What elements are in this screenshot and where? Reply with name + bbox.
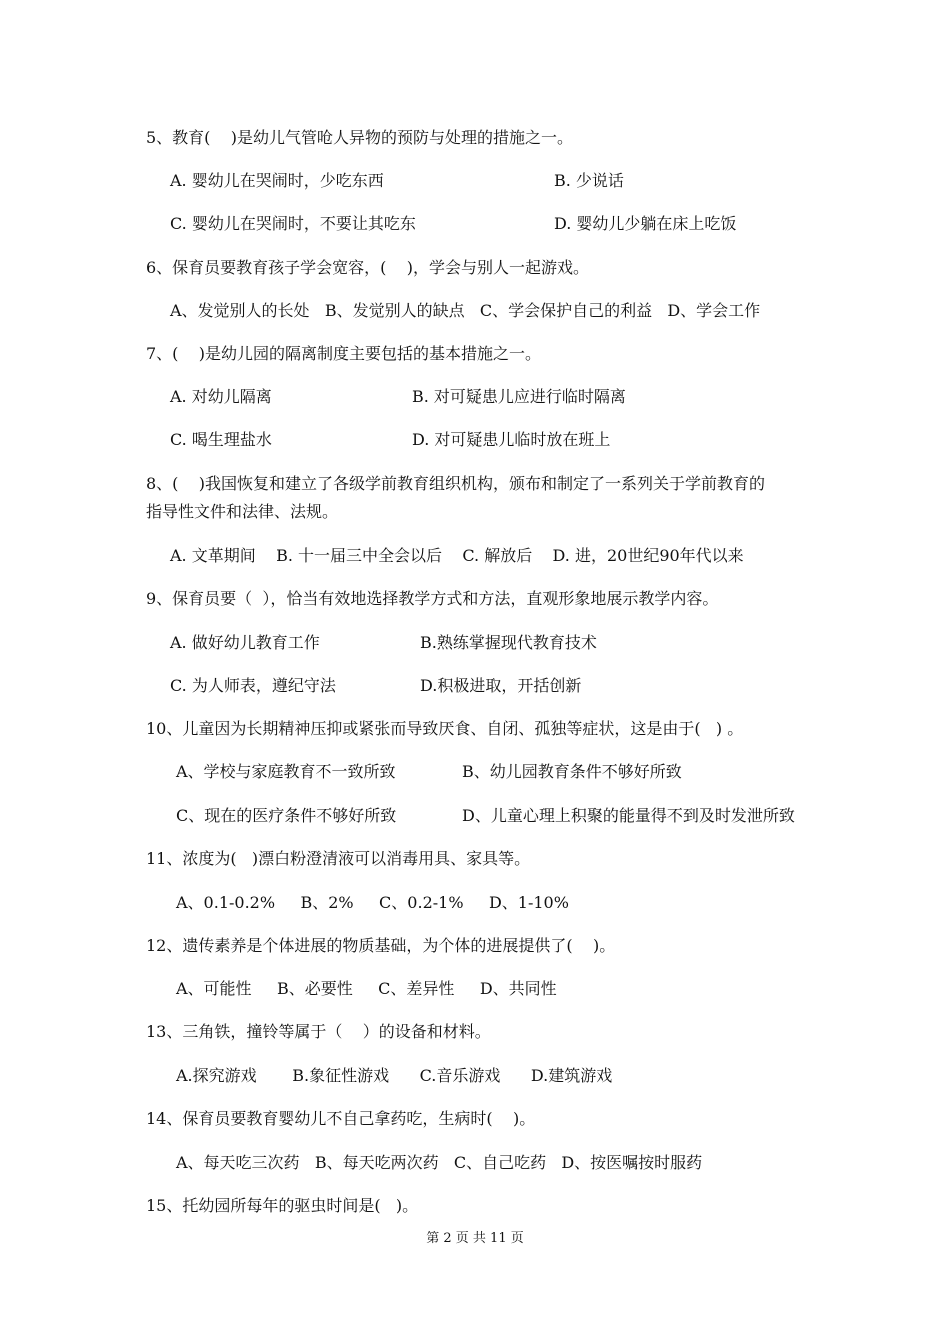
question-10-option-b: B、幼儿园教育条件不够好所致: [462, 762, 682, 781]
question-5-stem: 5、教育( )是幼儿气管呛人异物的预防与处理的措施之一。: [146, 128, 574, 147]
page-number-footer: 第 2 页 共 11 页: [426, 1231, 524, 1246]
question-8-stem-continued: 指导性文件和法律、法规。: [146, 502, 339, 521]
question-5-option-d: D. 婴幼儿少躺在床上吃饭: [554, 214, 737, 233]
question-5-option-c: C. 婴幼儿在哭闹时，不要让其吃东: [170, 214, 416, 233]
question-9-option-c: C. 为人师表，遵纪守法: [170, 676, 336, 695]
question-5-option-a: A. 婴幼儿在哭闹时，少吃东西: [170, 171, 384, 190]
question-7-option-a: A. 对幼儿隔离: [170, 387, 272, 406]
question-11-stem: 11、浓度为( )漂白粉澄清液可以消毒用具、家具等。: [146, 849, 531, 868]
question-10-stem: 10、儿童因为长期精神压抑或紧张而导致厌食、自闭、孤独等症状，这是由于( ) 。: [146, 719, 744, 738]
question-8-stem: 8、( )我国恢复和建立了各级学前教育组织机构，颁布和制定了一系列关于学前教育的: [146, 474, 766, 493]
question-9-option-b: B.熟练掌握现代教育技术: [420, 633, 597, 652]
question-9-stem: 9、保育员要（ ），恰当有效地选择教学方式和方法，直观形象地展示教学内容。: [146, 589, 719, 608]
question-10-option-d: D、儿童心理上积聚的能量得不到及时发泄所致: [462, 806, 795, 825]
question-6-options: A、发觉别人的长处 B、发觉别人的缺点 C、学会保护自己的利益 D、学会工作: [170, 301, 761, 320]
question-15-stem: 15、托幼园所每年的驱虫时间是( )。: [146, 1196, 419, 1215]
question-14-stem: 14、保育员要教育婴幼儿不自己拿药吃，生病时( )。: [146, 1109, 536, 1128]
question-12-options: A、可能性 B、必要性 C、差异性 D、共同性: [176, 979, 557, 998]
question-12-stem: 12、遗传素养是个体进展的物质基础，为个体的进展提供了( )。: [146, 936, 616, 955]
question-7-option-b: B. 对可疑患儿应进行临时隔离: [412, 387, 626, 406]
question-10-option-a: A、学校与家庭教育不一致所致: [176, 762, 396, 781]
question-6-stem: 6、保育员要教育孩子学会宽容，( )，学会与别人一起游戏。: [146, 258, 590, 277]
question-9-option-a: A. 做好幼儿教育工作: [170, 633, 320, 652]
question-7-option-d: D. 对可疑患儿临时放在班上: [412, 430, 611, 449]
question-9-option-d: D.积极进取，开括创新: [420, 676, 582, 695]
question-7-stem: 7、( )是幼儿园的隔离制度主要包括的基本措施之一。: [146, 344, 542, 363]
question-11-options: A、0.1-0.2% B、2% C、0.2-1% D、1-10%: [176, 893, 569, 912]
question-10-option-c: C、现在的医疗条件不够好所致: [176, 806, 397, 825]
question-8-options: A. 文革期间 B. 十一届三中全会以后 C. 解放后 D. 进，20世纪90年代以来: [170, 546, 744, 565]
question-14-options: A、每天吃三次药 B、每天吃两次药 C、自己吃药 D、按医嘱按时服药: [176, 1153, 703, 1172]
question-13-options: A.探究游戏 B.象征性游戏 C.音乐游戏 D.建筑游戏: [176, 1066, 613, 1085]
question-7-option-c: C. 喝生理盐水: [170, 430, 272, 449]
question-13-stem: 13、三角铁，撞铃等属于（ ）的设备和材料。: [146, 1022, 491, 1041]
question-5-option-b: B. 少说话: [554, 171, 624, 190]
